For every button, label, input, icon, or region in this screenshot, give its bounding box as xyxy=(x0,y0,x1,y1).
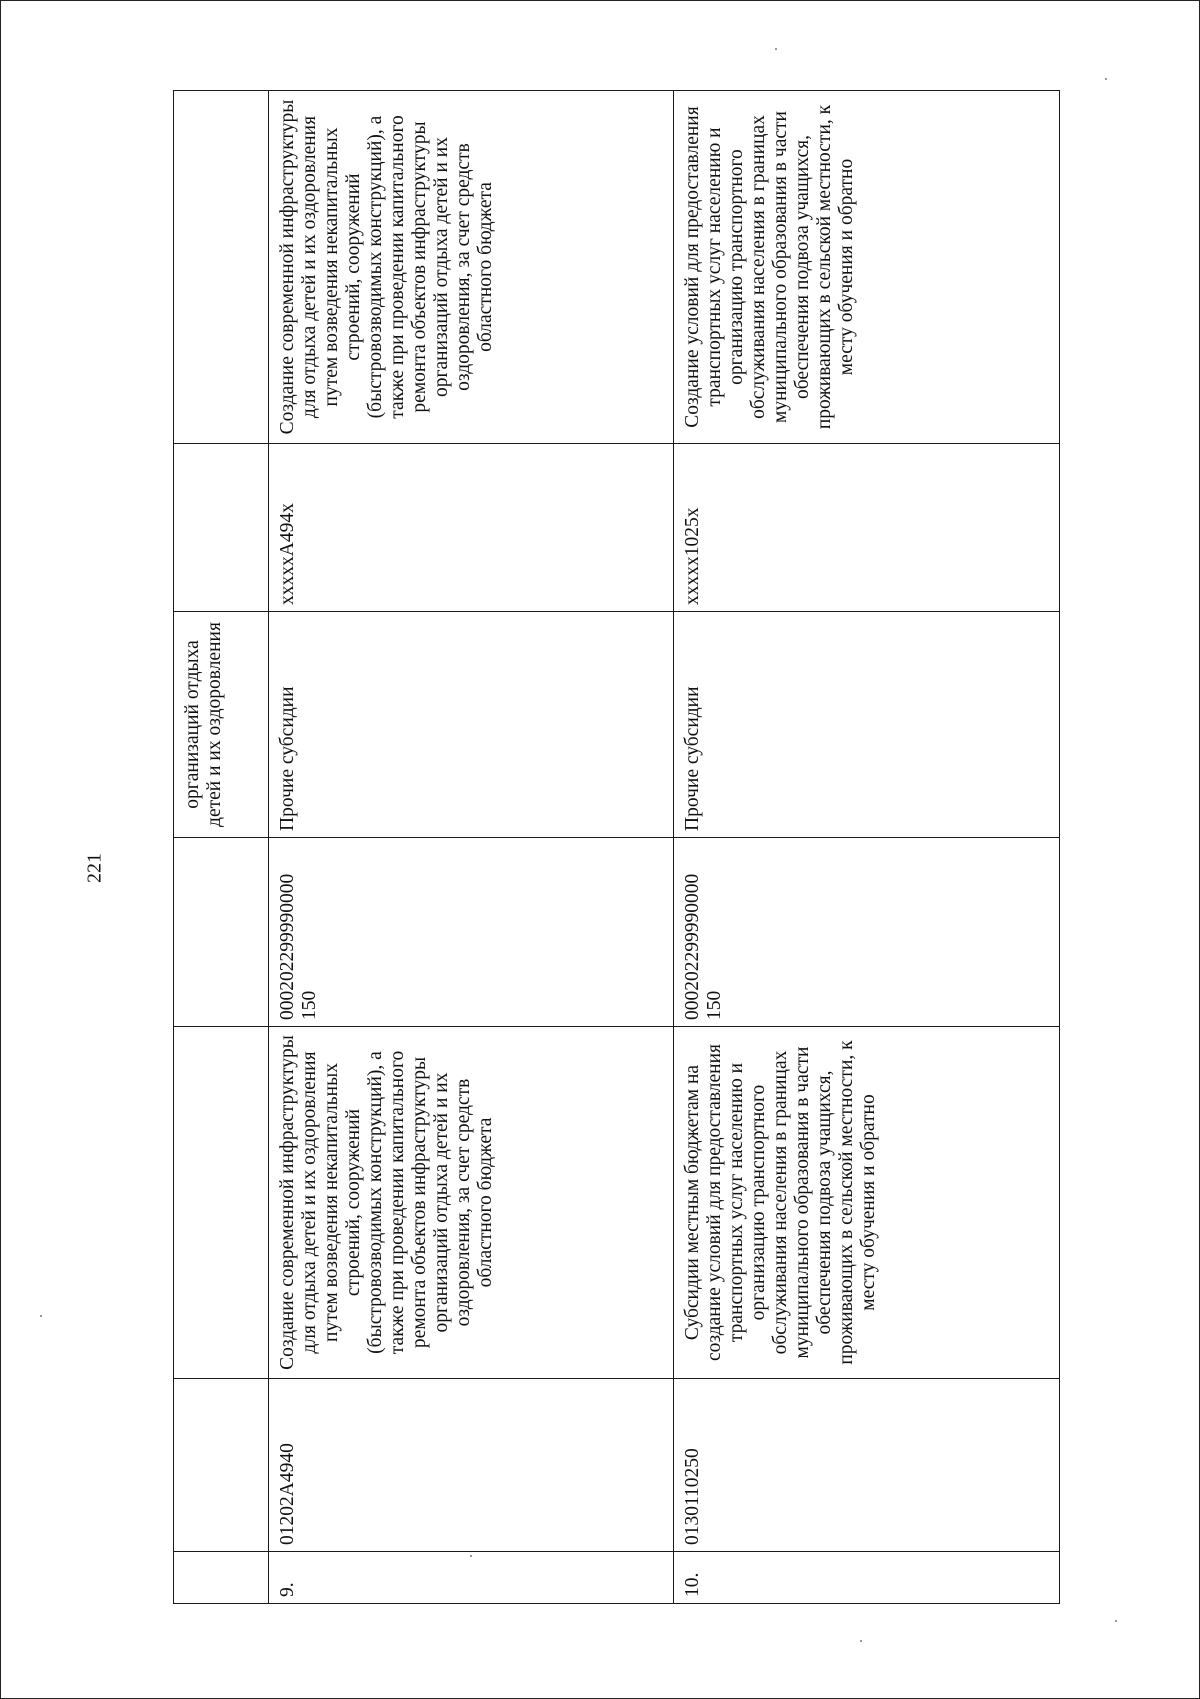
row-purpose-cell: Создание условий для предоставления транспортных услуг населению и организацию транспортного обслуживания населения в границах муниципального образования в части обеспечения подвоза учащихся, проживающих в сельской местности, к месту обучения и обратно xyxy=(674,91,1060,444)
row-code-cell: 01202А4940 xyxy=(269,1379,674,1552)
header-kbk-cell xyxy=(174,838,269,1027)
scan-speck xyxy=(1105,78,1107,80)
table-header-row xyxy=(174,91,269,1604)
scan-speck xyxy=(1115,1620,1117,1622)
row-subsidy-type-cell: Прочие субсидии xyxy=(269,612,674,838)
scan-speck xyxy=(470,1555,472,1557)
subsidy-table xyxy=(173,90,1060,1604)
scan-speck xyxy=(860,1640,862,1642)
scan-speck xyxy=(775,48,777,50)
header-purpose-cell xyxy=(174,91,269,444)
row-target-code-cell: xxxxx1025x xyxy=(674,444,1060,612)
row-subsidy-type-cell: Прочие субсидии xyxy=(674,612,1060,838)
header-code-cell xyxy=(174,1379,269,1552)
header-subsidy-type-cell: организаций отдыха детей и их оздоровления xyxy=(174,612,269,838)
page-number-text: 221 xyxy=(83,853,106,883)
row-kbk-cell: 000202299990000 150 xyxy=(269,838,674,1027)
table-row xyxy=(269,91,674,1604)
scan-speck xyxy=(40,1315,42,1317)
row-num-cell: 9. xyxy=(269,1552,674,1604)
header-num-cell xyxy=(174,1552,269,1604)
header-name-cell xyxy=(174,1027,269,1379)
row-code-cell: 0130110250 xyxy=(674,1379,1060,1552)
rotated-sheet xyxy=(173,91,1059,1604)
header-target-code-cell xyxy=(174,444,269,612)
row-target-code-cell: xxxxxA494x xyxy=(269,444,674,612)
table-row xyxy=(674,91,1060,1604)
row-num-cell: 10. xyxy=(674,1552,1060,1604)
row-purpose-cell: Создание современной инфраструктуры для отдыха детей и их оздоровления путем возведения некапитальных строений, сооружений (быстровозводимых конструкций), а также при проведении капитального ремонта объектов инфраструктуры организаций отдыха детей и их оздоровления, за счет средств областного бюджета xyxy=(269,91,674,444)
row-name-cell: Субсидии местным бюджетам на создание условий для предоставления транспортных услуг населению и организацию транспортного обслуживания населения в границах муниципального образования в части обеспечения подвоза учащихся, проживающих в сельской местности, к месту обучения и обратно xyxy=(674,1027,1060,1379)
row-name-cell: Создание современной инфраструктуры для отдыха детей и их оздоровления путем возведения некапитальных строений, сооружений (быстровозводимых конструкций), а также при проведении капитального ремонта объектов инфраструктуры организаций отдыха детей и их оздоровления, за счет средств областного бюджета xyxy=(269,1027,674,1379)
row-kbk-cell: 000202299990000 150 xyxy=(674,838,1060,1027)
